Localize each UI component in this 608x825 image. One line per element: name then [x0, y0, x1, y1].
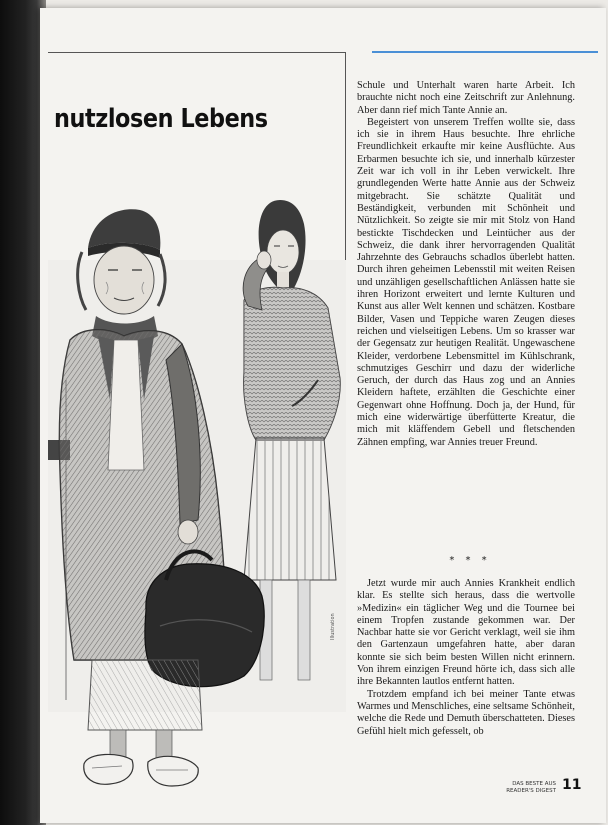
section-separator: * * * — [449, 555, 491, 566]
footer-line: READER'S DIGEST — [506, 788, 556, 794]
article-column-bottom — [357, 578, 575, 738]
paragraph: Schule und Unterhalt waren harte Arbeit. Ich brauchte nicht noch eine Zeitschrift zur Anlehnung. Aber dann rief mich Tante Annie an. — [357, 80, 575, 116]
footer-line: DAS BESTE AUS — [512, 781, 556, 787]
footer-publication — [486, 781, 556, 795]
article-column-top — [357, 80, 575, 449]
paragraph: Jetzt wurde mir auch Annies Krankheit endlich klar. Es stellte sich heraus, dass die wertvolle »Medizin« ein täglicher Weg und die Tournee bei einem Tropfen zustande gekommen war. Der Nachbar hatte sie vor Gericht verklagt, weil sie ihm den Gartenzaun umgefahren hatte, aber daran konnte sie sich beim besten Willen nicht erinnern. Von ihrem einzigen Freund hörte ich, dass sich alle ihre Bekannten lautlos entfernt hatten. — [357, 578, 575, 688]
header-rule — [372, 51, 598, 53]
page-number: 11 — [562, 777, 582, 793]
illustration-credit: Illustration — [330, 613, 336, 640]
article-headline: nutzlosen Lebens — [54, 104, 268, 134]
paragraph: Trotzdem empfand ich bei meiner Tante etwas Warmes und Menschliches, eine seltsame Schönheit, welche die Rede und Demuth überschatteten. Dieses Gefühl hielt mich gefesselt, ob — [357, 688, 575, 737]
paragraph: Begeistert von unserem Treffen wollte sie, dass ich sie in ihrem Haus besuchte. Ihre ehrliche Freundlichkeit erkaufte mir keine Ausflüchte. Aus Erbarmen besuchte ich sie, und innerhalb kürzester Zeit war ich voll in ihr Leben verwickelt. Ihre grundlegenden Werte hatte Annie aus der Schweiz mitgebracht. Sie schätzte Qualität und Beständigkeit, verbunden mit Schönheit und Nützlichkeit. So zeigte sie mir mit Stolz von Hand bestickte Tischdecken und Leintücher aus der Schweiz, die dank ihrer hervorragenden Qualität Jahrzehnte des Gebrauchs schadlos überlebt hatten. Durch ihren geheimen Lebensstil mit weiten Reisen und unzähligen gesellschaftlichen Anlässen hatte sie ihren Horizont erweitert und lernte Kulturen und Kunst aus aller Welt kennen und schätzen. Kostbare Bilder, Vasen und Teppiche waren Zeugen dieses reichen und vielseitigen Lebens. Um so krasser war der Gegensatz zur heutigen Realität. Ungewaschene Kleider, verdorbene Lebensmittel im Kühlschrank, schmutziges Geschirr und dazu der widerliche Geruch, der durch das Haus zog und an Annies Kleidern haftete, erzählten die Geschichte einer Gegenwart ohne Hoffnung. Doch ja, der Hund, für mich eine widerwärtige überfütterte Kreatur, die mich mit kläffendem Gebell und fletschenden Zähnen empfing, war Annies treuer Freund. — [357, 116, 575, 448]
illustration-frame-top — [48, 52, 346, 53]
illustration-two-women — [48, 140, 346, 812]
